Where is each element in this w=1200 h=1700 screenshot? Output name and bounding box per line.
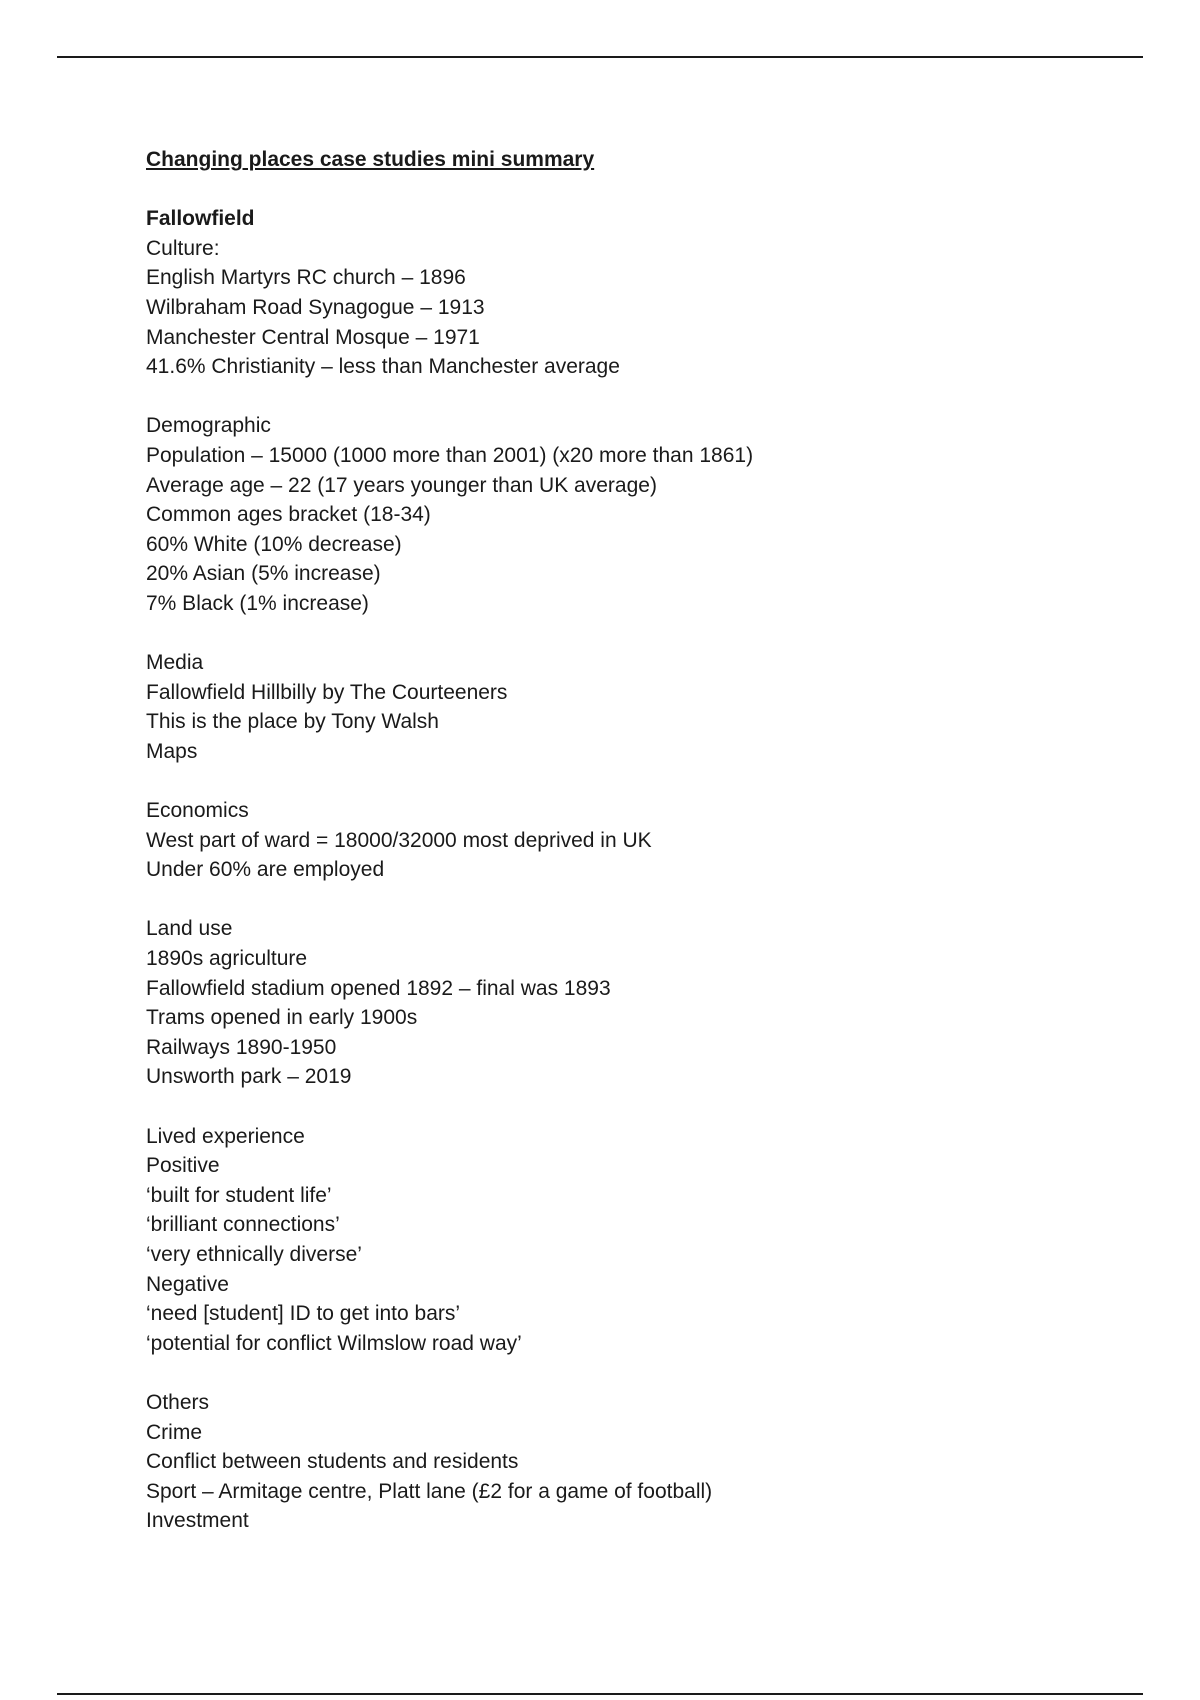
section-heading: Land use xyxy=(146,917,233,941)
section-demographic xyxy=(146,411,1046,618)
section-culture xyxy=(146,204,1046,382)
section-heading: Lived experience xyxy=(146,1124,305,1148)
section-heading: Demographic xyxy=(146,414,271,438)
section-heading: Culture: xyxy=(146,236,220,260)
list-item: Average age – 22 (17 years younger than UK average) xyxy=(146,473,657,497)
page-header-rule xyxy=(57,56,1143,58)
list-item: 1890s agriculture xyxy=(146,947,308,971)
section-lines xyxy=(146,263,1046,381)
list-item: West part of ward = 18000/32000 most deprived in UK xyxy=(146,828,652,852)
list-item: English Martyrs RC church – 1896 xyxy=(146,266,466,290)
document-title: Changing places case studies mini summary xyxy=(146,148,595,171)
section-lines xyxy=(146,678,1046,767)
section-lines xyxy=(146,1151,1046,1358)
list-item: 20% Asian (5% increase) xyxy=(146,562,381,586)
list-item: 7% Black (1% increase) xyxy=(146,591,369,615)
list-item: Wilbraham Road Synagogue – 1913 xyxy=(146,295,485,319)
section-lines xyxy=(146,441,1046,619)
section-economics xyxy=(146,796,1046,885)
list-item: Negative xyxy=(146,1272,229,1296)
section-media xyxy=(146,648,1046,766)
section-lived-experience xyxy=(146,1122,1046,1359)
list-item: Under 60% are employed xyxy=(146,858,385,882)
list-item: Trams opened in early 1900s xyxy=(146,1006,418,1030)
blank-line xyxy=(146,175,1046,205)
list-item: Common ages bracket (18-34) xyxy=(146,503,431,527)
list-item: Railways 1890-1950 xyxy=(146,1035,337,1059)
list-item: Crime xyxy=(146,1420,202,1444)
list-item: Fallowfield stadium opened 1892 – final was 1893 xyxy=(146,976,611,1000)
section-others xyxy=(146,1388,1046,1536)
document-body xyxy=(146,145,1046,1536)
section-lines xyxy=(146,944,1046,1092)
section-lines xyxy=(146,826,1046,885)
list-item: ‘potential for conflict Wilmslow road way’ xyxy=(146,1331,522,1355)
list-item: ‘need [student] ID to get into bars’ xyxy=(146,1302,461,1326)
list-item: ‘built for student life’ xyxy=(146,1183,332,1207)
list-item: 41.6% Christianity – less than Manchester average xyxy=(146,355,620,379)
section-lines xyxy=(146,1418,1046,1536)
section-heading: Economics xyxy=(146,799,249,823)
list-item: Conflict between students and residents xyxy=(146,1450,519,1474)
list-item: Sport – Armitage centre, Platt lane (£2 for a game of football) xyxy=(146,1479,713,1503)
list-item: This is the place by Tony Walsh xyxy=(146,710,439,734)
list-item: ‘brilliant connections’ xyxy=(146,1213,340,1237)
list-item: Manchester Central Mosque – 1971 xyxy=(146,325,480,349)
list-item: 60% White (10% decrease) xyxy=(146,532,402,556)
list-item: Positive xyxy=(146,1154,220,1178)
list-item: Fallowfield Hillbilly by The Courteeners xyxy=(146,680,508,704)
list-item: Population – 15000 (1000 more than 2001) (x20 more than 1861) xyxy=(146,443,754,467)
page-footer-rule xyxy=(57,1693,1143,1695)
list-item: Investment xyxy=(146,1509,249,1533)
list-item: Unsworth park – 2019 xyxy=(146,1065,352,1089)
section-heading: Others xyxy=(146,1390,210,1414)
list-item: ‘very ethnically diverse’ xyxy=(146,1242,362,1266)
place-heading: Fallowfield xyxy=(146,207,255,231)
section-land-use xyxy=(146,914,1046,1092)
list-item: Maps xyxy=(146,739,198,763)
section-heading: Media xyxy=(146,651,204,675)
